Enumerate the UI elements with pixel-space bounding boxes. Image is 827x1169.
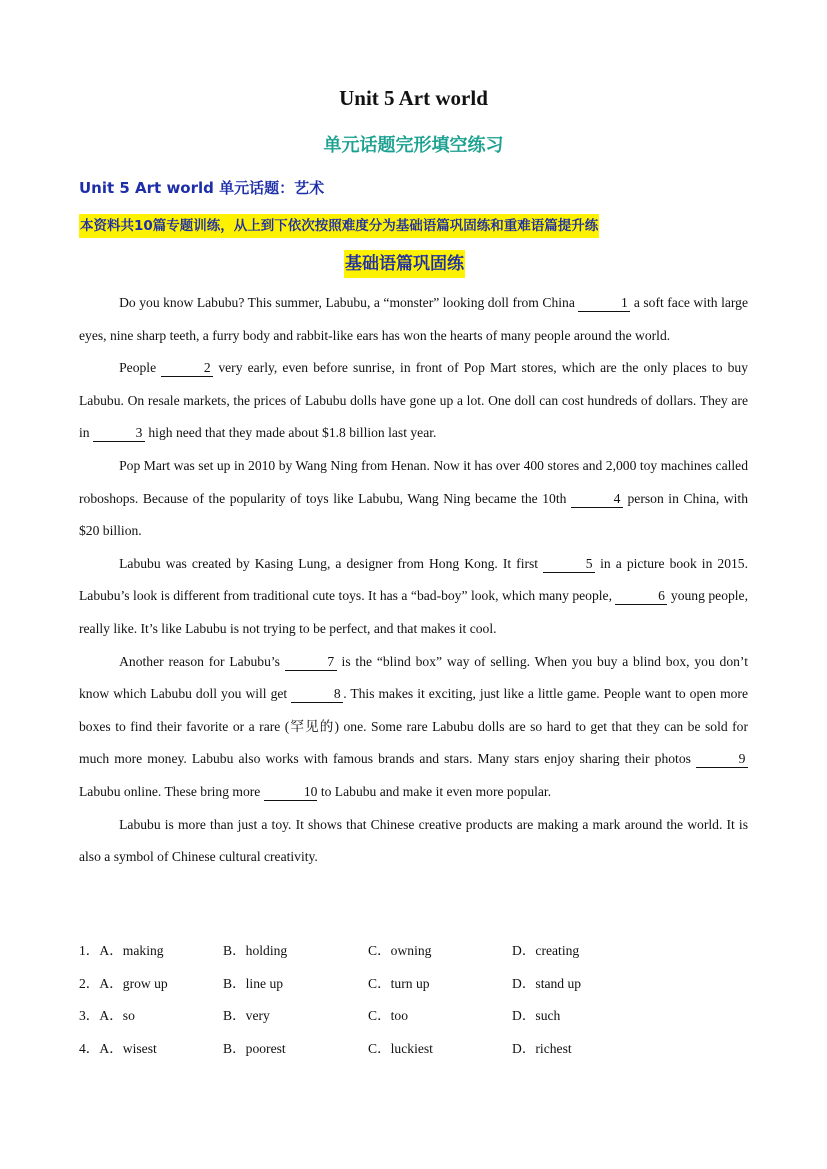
blank-3: 3 (93, 425, 145, 442)
option-b[interactable]: B．holding (223, 943, 288, 958)
page-subtitle: 单元话题完形填空练习 (323, 135, 504, 156)
option-b[interactable]: B．poorest (223, 1040, 286, 1056)
blank-1: 1 (578, 295, 630, 312)
blank-10: 10 (264, 784, 318, 801)
paragraph-5: Another reason for Labubu’s 7 is the “blind box” way of selling. When you buy a blind box, you don’t know which Labubu doll you will get 8 . This makes it exciting, just like a little game. People want to open more boxes to find their favorite or a rare (罕见的) one. Some rare Labubu dolls are so hard to get that they can be sold for much more money. Labubu also works with famous brands and stars. Many stars enjoy sharing their photos 9 Labubu online. These bring more 10 to Labubu and make it even more popular. (79, 653, 748, 799)
option-c[interactable]: C．too (368, 1008, 409, 1024)
paragraph-2: People 2 very early, even before sunrise, in front of Pop Mart stores, which are the only places to buy Labubu. On resale markets, the prices of Labubu dolls have gone up a lot. One doll can cost hundreds of dollars. They are in 3 high need that they made about $1.8 billion last year. (79, 360, 748, 441)
option-c[interactable]: C．turn up (368, 975, 430, 991)
option-b[interactable]: B．very (223, 1008, 270, 1024)
option-b[interactable]: B．line up (223, 975, 284, 991)
blank-8: 8 (291, 686, 343, 703)
option-a[interactable]: 2．A．grow up (79, 975, 168, 991)
blank-2: 2 (161, 360, 213, 377)
section-heading: 基础语篇巩固练 (344, 250, 465, 278)
paragraph-3: Pop Mart was set up in 2010 by Wang Ning from Henan. Now it has over 400 stores and 2,000 toy machines called roboshops. Because of the popularity of toys like Labubu, Wang Ning became the 10th 4 person in China, with $20 billion. (79, 457, 748, 539)
paragraph-1: Do you know Labubu? This summer, Labubu, a “monster” looking doll from China 1 a soft face with large eyes, nine sharp teeth, a furry body and rabbit-like ears has won the hearts of many people around the world. (79, 295, 749, 343)
option-d[interactable]: D．creating (512, 943, 580, 958)
option-a[interactable]: 4．A．wisest (79, 1040, 157, 1056)
question-4-options (79, 1033, 748, 1066)
blank-7: 7 (285, 654, 337, 671)
question-1-options (79, 935, 748, 968)
blank-6: 6 (615, 588, 667, 605)
question-2-options (79, 968, 748, 1001)
blank-5: 5 (543, 556, 595, 573)
option-c[interactable]: C．owning (368, 943, 432, 958)
paragraph-4: Labubu was created by Kasing Lung, a designer from Hong Kong. It first 5 in a picture book in 2015. Labubu’s look is different from traditional cute toys. It has a “bad-boy” look, which many people, 6 young people, really like. It’s like Labubu is not trying to be perfect, and that makes it cool. (79, 555, 748, 636)
blank-9: 9 (696, 751, 748, 768)
option-a[interactable]: 1．A．making (79, 943, 164, 958)
option-d[interactable]: D．richest (512, 1040, 572, 1056)
paragraph-6: Labubu is more than just a toy. It shows that Chinese creative products are making a mark around the world. It is also a symbol of Chinese cultural creativity. (79, 816, 748, 865)
unit-topic: Unit 5 Art world 单元话题：艺术 (79, 179, 325, 197)
option-a[interactable]: 3．A．so (79, 1008, 135, 1024)
option-c[interactable]: C．luckiest (368, 1040, 433, 1056)
blank-4: 4 (571, 491, 623, 508)
option-d[interactable]: D．stand up (512, 975, 582, 991)
question-3-options (79, 1000, 748, 1033)
answer-options (79, 935, 748, 1065)
page-title: Unit 5 Art world (339, 86, 488, 110)
notice-banner: 本资料共10篇专题训练，从上到下依次按照难度分为基础语篇巩固练和重难语篇提升练 (79, 214, 599, 238)
option-d[interactable]: D．such (512, 1008, 561, 1024)
passage (79, 287, 748, 874)
